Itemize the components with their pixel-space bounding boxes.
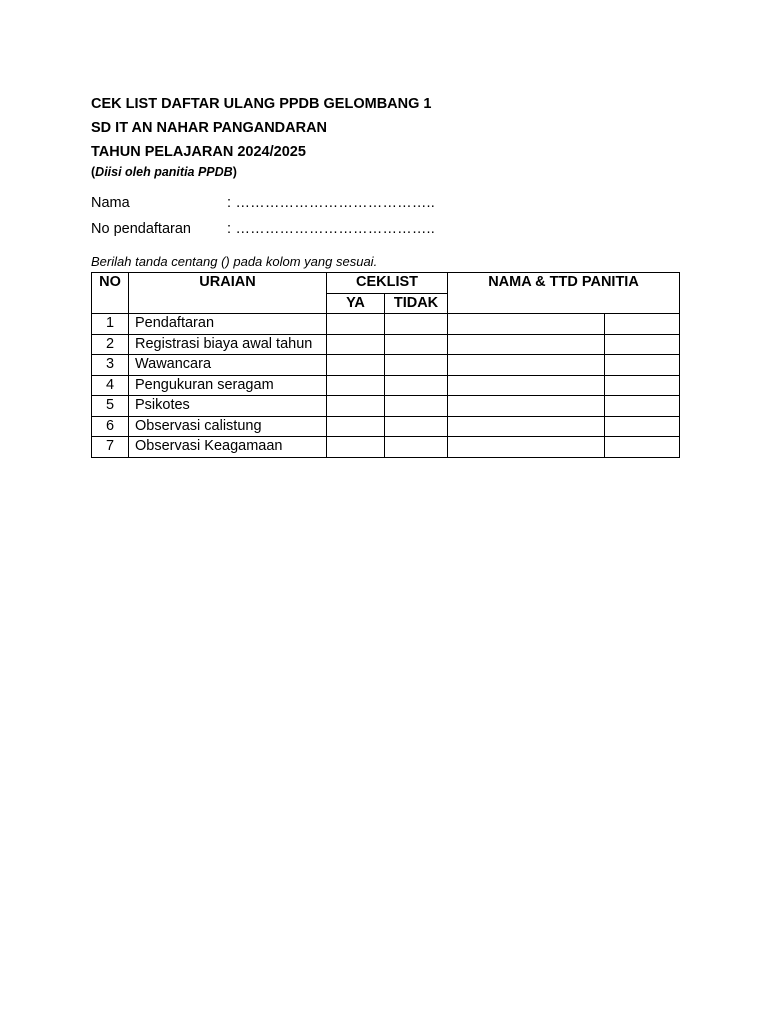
- header-ceklist: CEKLIST: [327, 273, 448, 294]
- row-uraian: Wawancara: [129, 355, 327, 376]
- document-page: [91, 92, 691, 458]
- header-tidak: TIDAK: [385, 293, 448, 314]
- table-row: [92, 375, 680, 396]
- fill-note: [91, 164, 691, 180]
- cell-ya[interactable]: [327, 416, 385, 437]
- header-panitia: NAMA & TTD PANITIA: [448, 273, 680, 314]
- cell-panitia-ttd[interactable]: [605, 314, 680, 335]
- row-uraian: Observasi Keagamaan: [129, 437, 327, 458]
- row-uraian: Observasi calistung: [129, 416, 327, 437]
- row-no: 3: [92, 355, 129, 376]
- table-row: [92, 396, 680, 417]
- cell-panitia-nama[interactable]: [448, 334, 605, 355]
- cell-ya[interactable]: [327, 334, 385, 355]
- fill-note-text: Diisi oleh panitia PPDB: [95, 165, 233, 179]
- cell-panitia-ttd[interactable]: [605, 375, 680, 396]
- cell-panitia-ttd[interactable]: [605, 416, 680, 437]
- cell-ya[interactable]: [327, 355, 385, 376]
- cell-panitia-nama[interactable]: [448, 355, 605, 376]
- field-label-nama: Nama: [91, 195, 130, 211]
- row-no: 2: [92, 334, 129, 355]
- cell-panitia-ttd[interactable]: [605, 334, 680, 355]
- cell-tidak[interactable]: [385, 375, 448, 396]
- cell-panitia-nama[interactable]: [448, 314, 605, 335]
- cell-panitia-ttd[interactable]: [605, 437, 680, 458]
- fill-note-close: ): [232, 165, 237, 179]
- row-no: 1: [92, 314, 129, 335]
- table-row: [92, 355, 680, 376]
- cell-panitia-nama[interactable]: [448, 396, 605, 417]
- cell-panitia-ttd[interactable]: [605, 355, 680, 376]
- cell-panitia-nama[interactable]: [448, 416, 605, 437]
- title-line-1: CEK LIST DAFTAR ULANG PPDB GELOMBANG 1: [91, 96, 432, 112]
- header-uraian: URAIAN: [129, 273, 327, 314]
- title-line-2: SD IT AN NAHAR PANGANDARAN: [91, 120, 328, 136]
- row-uraian: Psikotes: [129, 396, 327, 417]
- row-uraian: Pengukuran seragam: [129, 375, 327, 396]
- identity-fields: [91, 190, 691, 242]
- cell-panitia-nama[interactable]: [448, 437, 605, 458]
- checklist-table: [91, 272, 680, 458]
- title-line-3: TAHUN PELAJARAN 2024/2025: [91, 144, 306, 160]
- table-header-row: [92, 273, 680, 294]
- row-no: 6: [92, 416, 129, 437]
- cell-tidak[interactable]: [385, 437, 448, 458]
- table-row: [92, 314, 680, 335]
- header-ya: YA: [327, 293, 385, 314]
- header-no: NO: [92, 273, 129, 314]
- table-row: [92, 437, 680, 458]
- cell-panitia-nama[interactable]: [448, 375, 605, 396]
- row-no: 7: [92, 437, 129, 458]
- cell-tidak[interactable]: [385, 334, 448, 355]
- cell-tidak[interactable]: [385, 314, 448, 335]
- field-label-no-pendaftaran: No pendaftaran: [91, 221, 191, 237]
- row-no: 5: [92, 396, 129, 417]
- cell-tidak[interactable]: [385, 396, 448, 417]
- cell-panitia-ttd[interactable]: [605, 396, 680, 417]
- cell-tidak[interactable]: [385, 416, 448, 437]
- field-nama: [91, 190, 691, 216]
- cell-ya[interactable]: [327, 437, 385, 458]
- table-row: [92, 334, 680, 355]
- row-no: 4: [92, 375, 129, 396]
- cell-tidak[interactable]: [385, 355, 448, 376]
- fill-note-open: (: [91, 165, 96, 179]
- cell-ya[interactable]: [327, 396, 385, 417]
- cell-ya[interactable]: [327, 314, 385, 335]
- field-value-nama[interactable]: : …………………………………..: [227, 195, 436, 211]
- field-value-no-pendaftaran[interactable]: : …………………………………..: [227, 221, 436, 237]
- instruction-text: Berilah tanda centang () pada kolom yang sesuai.: [91, 254, 378, 269]
- field-no-pendaftaran: [91, 216, 691, 242]
- table-row: [92, 416, 680, 437]
- cell-ya[interactable]: [327, 375, 385, 396]
- row-uraian: Registrasi biaya awal tahun: [129, 334, 327, 355]
- row-uraian: Pendaftaran: [129, 314, 327, 335]
